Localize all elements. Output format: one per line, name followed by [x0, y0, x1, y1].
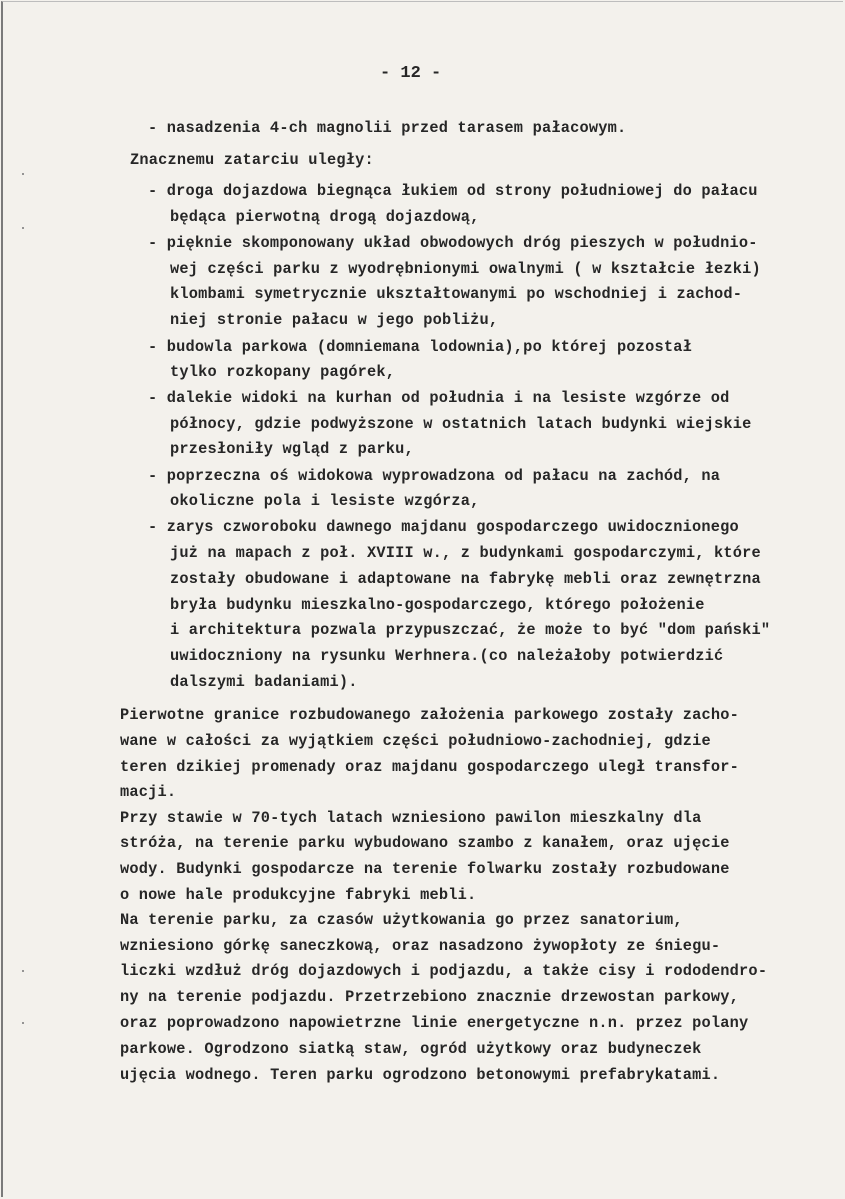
margin-dot [22, 970, 24, 972]
text-line: wody. Budynki gospodarcze na terenie folwarku zostały rozbudowane [120, 860, 730, 878]
text-line: - nasadzenia 4-ch magnolii przed tarasem pałacowym. [148, 119, 627, 137]
text-line: przesłoniły wgląd z parku, [170, 440, 414, 458]
text-line: wej części parku z wyodrębnionymi owalnymi ( w kształcie łezki) [170, 260, 761, 278]
margin-dot [22, 173, 24, 175]
text-line: zostały obudowane i adaptowane na fabrykę mebli oraz zewnętrzna [170, 570, 761, 588]
text-line: ny na terenie podjazdu. Przetrzebiono znacznie drzewostan parkowy, [120, 988, 740, 1006]
text-line: - budowla parkowa (domniemana lodownia),po której pozostał [148, 338, 693, 356]
text-line: - dalekie widoki na kurhan od południa i na lesiste wzgórze od [148, 389, 730, 407]
text-line: północy, gdzie podwyższone w ostatnich latach budynki wiejskie [170, 415, 752, 433]
text-line: klombami symetrycznie ukształtowanymi po wschodniej i zachod- [170, 285, 743, 303]
text-line: parkowe. Ogrodzono siatką staw, ogród użytkowy oraz budyneczek [120, 1040, 702, 1058]
text-line: stróża, na terenie parku wybudowano szambo z kanałem, oraz ujęcie [120, 834, 730, 852]
text-line: - zarys czworoboku dawnego majdanu gospodarczego uwidocznionego [148, 518, 739, 536]
text-line: i architektura pozwala przypuszczać, że może to być "dom pański" [170, 621, 771, 639]
text-line: macji. [120, 783, 177, 801]
text-line: Przy stawie w 70-tych latach wzniesiono pawilon mieszkalny dla [120, 809, 702, 827]
text-line: Znacznemu zatarciu uległy: [130, 151, 374, 169]
text-line: - pięknie skomponowany układ obwodowych dróg pieszych w południo- [148, 234, 758, 252]
page-number: - 12 - [380, 64, 442, 83]
text-line: - poprzeczna oś widokowa wyprowadzona od pałacu na zachód, na [148, 467, 721, 485]
text-line: uwidoczniony na rysunku Werhnera.(co należałoby potwierdzić [170, 647, 724, 665]
text-line: o nowe hale produkcyjne fabryki mebli. [120, 886, 477, 904]
text-line: okoliczne pola i lesiste wzgórza, [170, 492, 480, 510]
text-line: Na terenie parku, za czasów użytkowania go przez sanatorium, [120, 911, 683, 929]
text-line: niej stronie pałacu w jego pobliżu, [170, 311, 499, 329]
text-line: wane w całości za wyjątkiem części południowo-zachodniej, gdzie [120, 732, 711, 750]
text-line: tylko rozkopany pagórek, [170, 363, 396, 381]
text-line: będąca pierwotną drogą dojazdową, [170, 208, 480, 226]
text-line: ujęcia wodnego. Teren parku ogrodzono betonowymi prefabrykatami. [120, 1066, 721, 1084]
margin-dot [22, 1022, 24, 1024]
text-line: już na mapach z poł. XVIII w., z budynkami gospodarczymi, które [170, 544, 761, 562]
text-line: wzniesiono górkę saneczkową, oraz nasadzono żywopłoty ze śniegu- [120, 937, 721, 955]
text-line: - droga dojazdowa biegnąca łukiem od strony południowej do pałacu [148, 182, 758, 200]
text-line: liczki wzdłuż dróg dojazdowych i podjazdu, a także cisy i rododendro- [120, 962, 768, 980]
text-line: bryła budynku mieszkalno-gospodarczego, którego położenie [170, 596, 705, 614]
text-line: Pierwotne granice rozbudowanego założenia parkowego zostały zacho- [120, 706, 740, 724]
text-line: oraz poprowadzono napowietrzne linie energetyczne n.n. przez polany [120, 1014, 749, 1032]
margin-dot [22, 227, 24, 229]
text-line: teren dzikiej promenady oraz majdanu gospodarczego uległ transfor- [120, 758, 740, 776]
text-line: dalszymi badaniami). [170, 673, 358, 691]
